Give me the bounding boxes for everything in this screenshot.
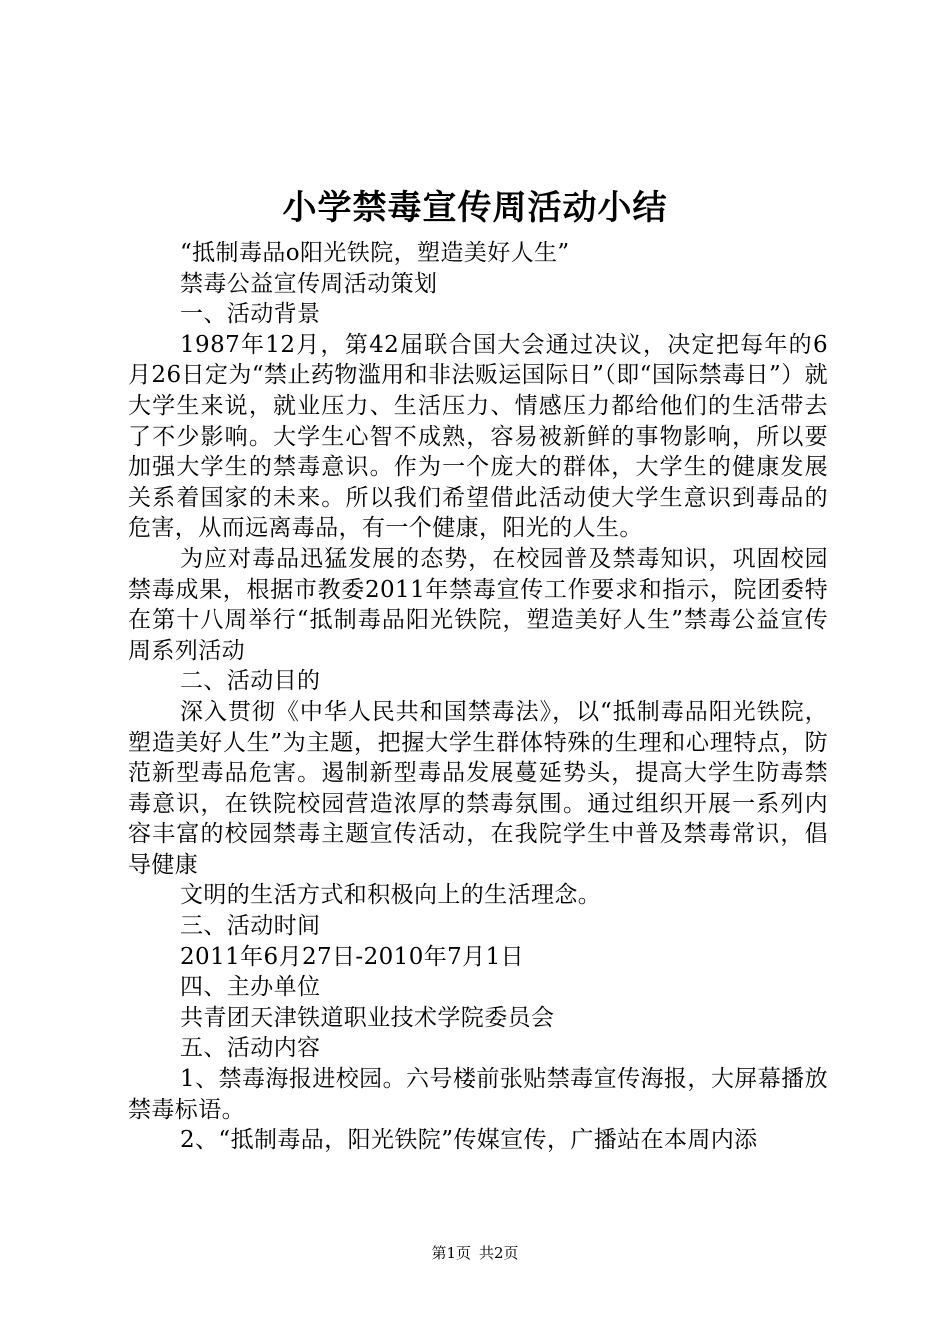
paragraph-organizer: 共青团天津铁道职业技术学院委员会 [180,1004,555,1031]
document-title: 小学禁毒宣传周活动小结 [282,188,668,228]
section-heading-purpose: 二、活动目的 [180,668,321,695]
content-item-1: 1、禁毒海报进校园。六号楼前张贴禁毒宣传海报，大屏幕播放禁毒标语。 [128,1066,828,1123]
section-heading-time: 三、活动时间 [180,913,321,940]
paragraph-background: 1987年12月，第42届联合国大会通过决议，决定把每年的6月26日定为“禁止药物滥用和非法贩运国际日”（即“国际禁毒日”）就大学生来说，就业压力、生活压力、情感压力都给他们的生活带去了不少影响。大学生心智不成熟，容易被新鲜的事物影响，所以要加强大学生的禁毒意识。作为一个庞大的群体，大学生的健康发展关系着国家的未来。所以我们希望借此活动使大学生意识到毒品的危害，从而远离毒品，有一个健康，阳光的人生。 [128,331,828,542]
section-heading-organizer: 四、主办单位 [180,974,321,1001]
plan-subtitle: 禁毒公益宣传周活动策划 [180,270,438,297]
section-heading-content: 五、活动内容 [180,1035,321,1062]
paragraph-time: 2011年6月27日-2010年7月1日 [180,943,525,970]
page-number: 第1页 [431,1244,471,1262]
paragraph-purpose-continued: 文明的生活方式和积极向上的生活理念。 [180,882,602,909]
document-body [128,238,828,1156]
page-footer [0,1243,950,1263]
content-item-2: 2、“抵制毒品，阳光铁院”传媒宣传，广播站在本周内添 [180,1127,758,1154]
page-total: 共2页 [479,1244,519,1262]
slogan-line: “抵制毒品o阳光铁院，塑造美好人生” [180,240,570,266]
paragraph-purpose: 深入贯彻《中华人民共和国禁毒法》，以“抵制毒品阳光铁院，塑造美好人生”为主题，把握大学生群体特殊的生理和心理特点，防范新型毒品危害。遏制新型毒品发展蔓延势头，提高大学生防毒禁毒意识，在铁院校园营造浓厚的禁毒氛围。通过组织开展一系列内容丰富的校园禁毒主题宣传活动，在我院学生中普及禁毒常识，倡导健康 [128,698,828,878]
paragraph-response: 为应对毒品迅猛发展的态势，在校园普及禁毒知识，巩固校园禁毒成果，根据市教委2011年禁毒宣传工作要求和指示，院团委特在第十八周举行“抵制毒品阳光铁院，塑造美好人生”禁毒公益宣传周系列活动 [128,545,828,664]
section-heading-background: 一、活动背景 [180,301,321,328]
